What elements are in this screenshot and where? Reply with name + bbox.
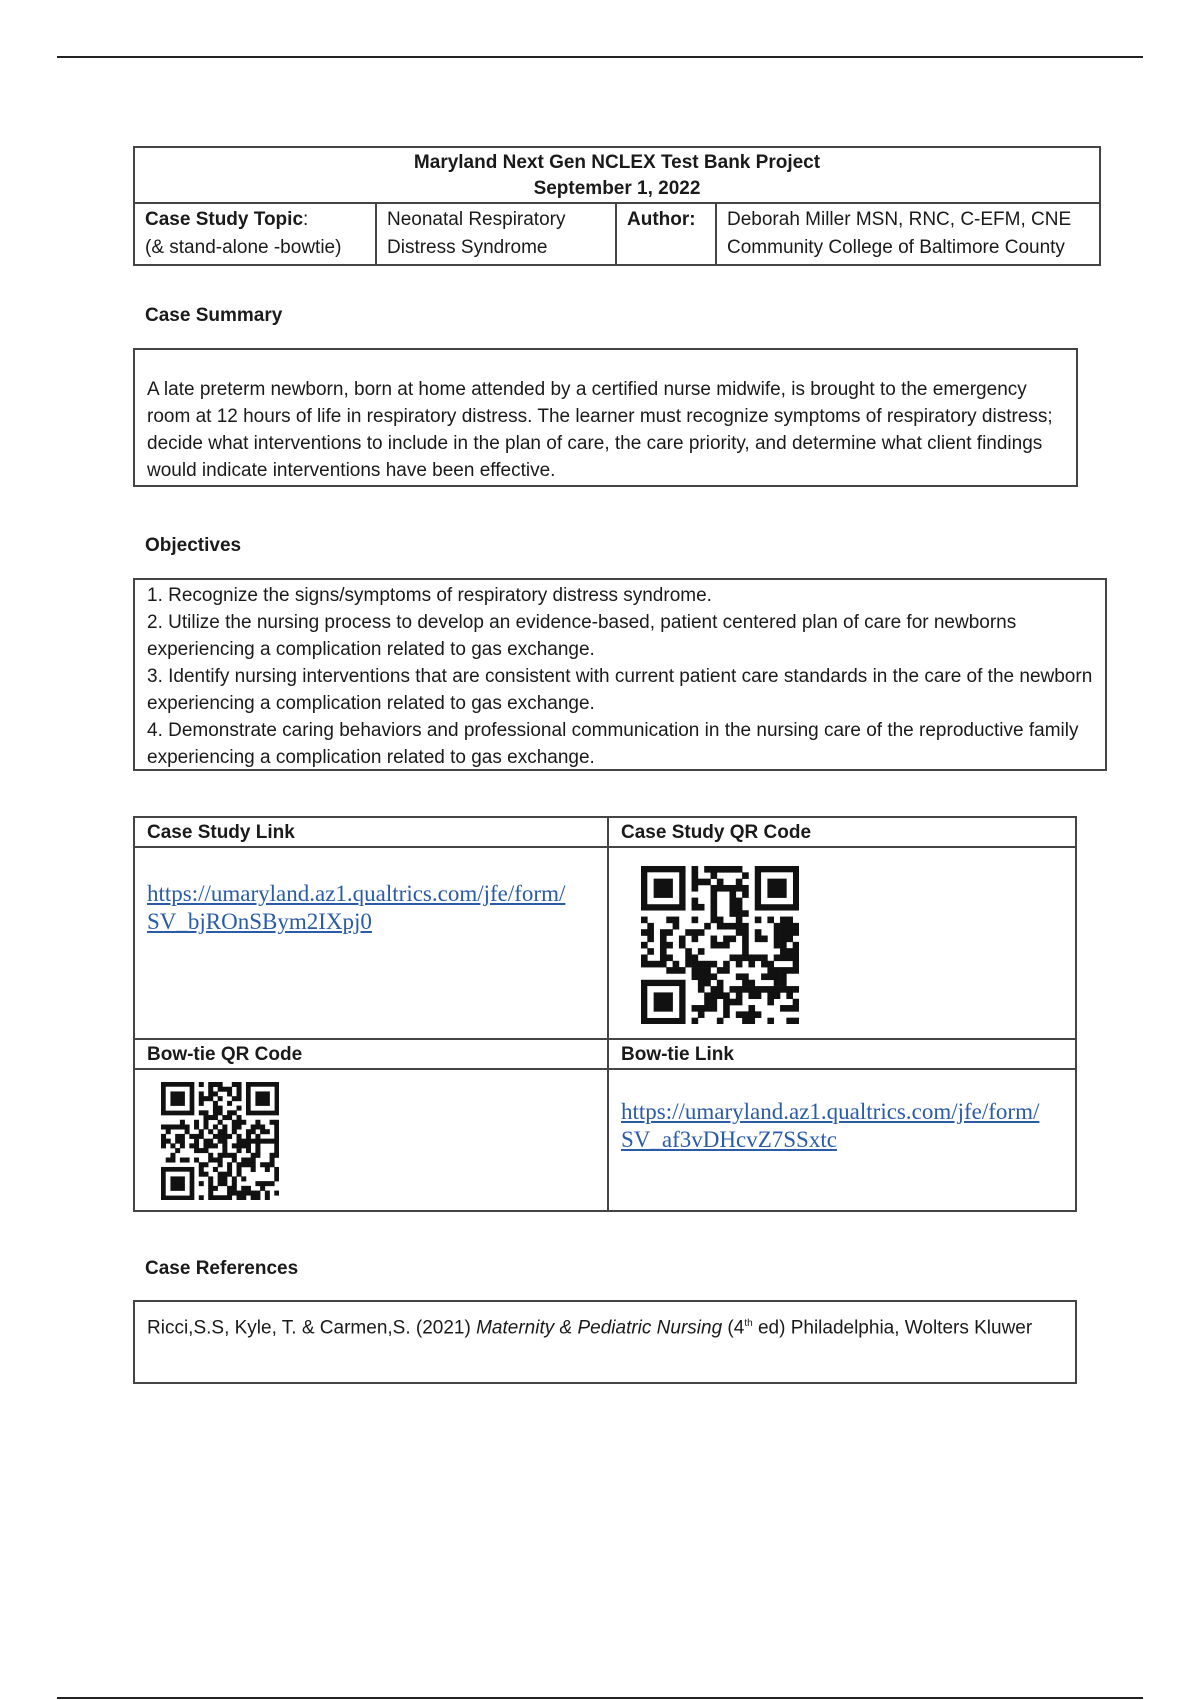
topic-value-line2: Distress Syndrome [387,237,548,258]
case-qr-cell [608,847,1076,1039]
bowtie-link[interactable] [621,1098,1075,1154]
topic-label-colon: : [303,209,309,230]
case-link-cell [134,847,608,1039]
topic-sublabel: (& stand-alone -bowtie) [145,237,342,258]
bowtie-link-cell [608,1069,1076,1211]
bowtie-qr-cell [134,1069,608,1211]
author-name: Deborah Miller MSN, RNC, C-EFM, CNE [727,209,1072,230]
case-references-box [133,1300,1077,1384]
reference-authors: Ricci,S.S, Kyle, T. & Carmen,S. (2021) [147,1317,477,1339]
page-top-rule [57,56,1143,58]
case-study-qr-code [641,866,799,1024]
case-qr-header: Case Study QR Code [608,817,1076,847]
bowtie-qr-code [161,1082,279,1200]
reference-book-title: Maternity & Pediatric Nursing [476,1317,723,1339]
page-bottom-rule [57,1697,1143,1699]
topic-value-line1: Neonatal Respiratory [387,209,566,230]
case-link-header: Case Study Link [134,817,608,847]
objective-item: 1. Recognize the signs/symptoms of respiratory distress syndrome. [147,585,712,606]
project-header-table [133,146,1101,266]
links-qr-table [133,816,1077,1212]
case-summary-text: A late preterm newborn, born at home attended by a certified nurse midwife, is brought to the emergency room at 12 hours of life in respiratory distress. The learner must recognize symptoms of respiratory distress; decide what interventions to include in the plan of care, the care priority, and determine what client findings would indicate interventions have been effective. [147,379,1053,481]
case-references-heading: Case References [145,1258,299,1279]
author-label: Author: [616,203,716,265]
bowtie-url-line2: SV_af3vDHcvZ7SSxtc [621,1127,837,1152]
case-summary-box [133,348,1078,487]
author-value-cell [716,203,1100,265]
objective-item: 4. Demonstrate caring behaviors and professional communication in the nursing care of the reproductive family experiencing a complication related to gas exchange. [147,720,1079,768]
reference-edition-open: (4 [722,1317,745,1339]
project-date: September 1, 2022 [533,178,701,199]
case-url-line2: SV_bjROnSBym2IXpj0 [147,909,372,934]
bowtie-link-header: Bow-tie Link [608,1039,1076,1069]
objective-item: 3. Identify nursing interventions that are consistent with current patient care standards in the care of the newborn experiencing a complication related to gas exchange. [147,666,1093,714]
topic-label: Case Study Topic [145,209,304,230]
author-institution: Community College of Baltimore County [727,237,1065,258]
project-title: Maryland Next Gen NCLEX Test Bank Project [413,152,821,173]
bowtie-qr-header: Bow-tie QR Code [134,1039,608,1069]
reference-edition-sup: th [744,1318,753,1329]
objectives-heading: Objectives [145,535,242,556]
topic-label-cell [134,203,376,265]
header-title-cell [134,147,1100,203]
case-url-line1: https://umaryland.az1.qualtrics.com/jfe/form/ [147,881,566,906]
bowtie-url-line1: https://umaryland.az1.qualtrics.com/jfe/form/ [621,1099,1040,1124]
reference-publisher: ed) Philadelphia, Wolters Kluwer [752,1317,1033,1339]
topic-value-cell [376,203,616,265]
case-summary-heading: Case Summary [145,305,283,326]
case-study-link[interactable] [147,880,607,936]
objective-item: 2. Utilize the nursing process to develop an evidence-based, patient centered plan of care for newborns experiencing a complication related to gas exchange. [147,612,1017,660]
objectives-box [133,578,1107,771]
